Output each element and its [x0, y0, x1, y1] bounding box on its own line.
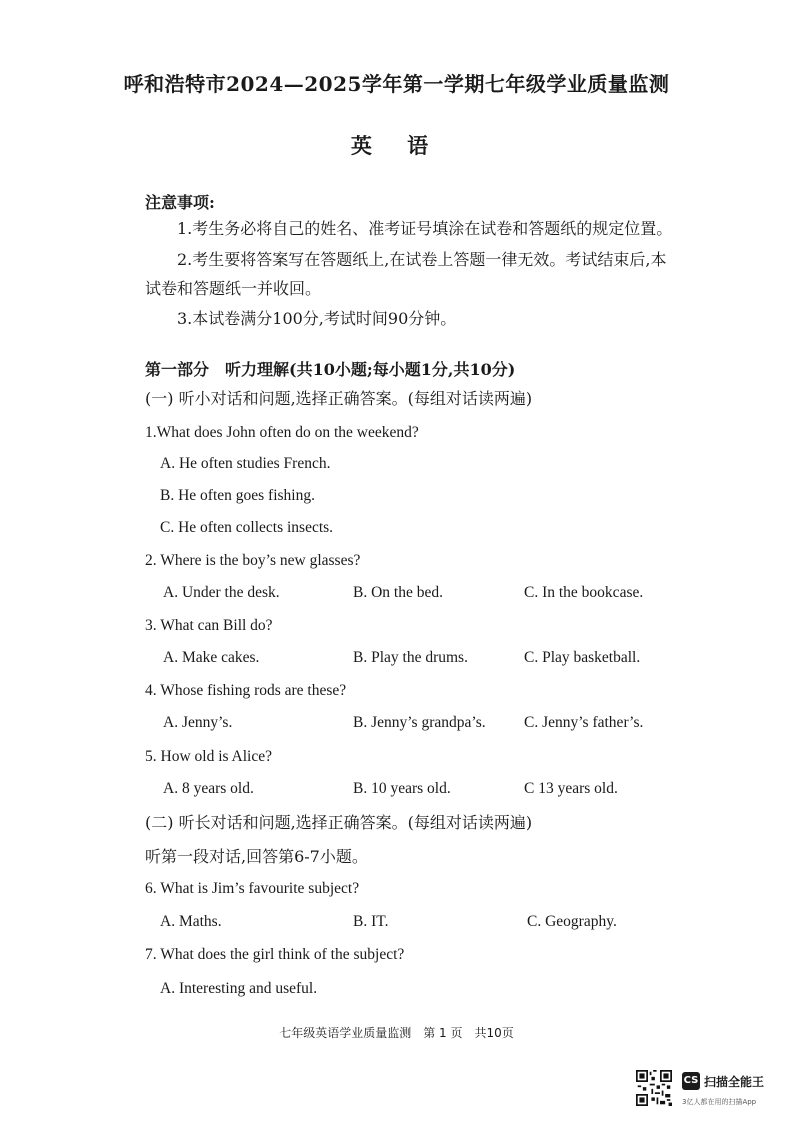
option-b: B. On the bed.	[353, 584, 443, 601]
section2-instruction: (二) 听长对话和问题,选择正确答案。(每组对话读两遍)	[145, 813, 533, 832]
notes-item: 2.考生要将答案写在答题纸上,在试卷上答题一律无效。考试结束后,本	[177, 250, 667, 269]
option-b: B. Jenny’s grandpa’s.	[353, 714, 486, 731]
option-b: B. He often goes fishing.	[160, 487, 315, 504]
option-a: A. Maths.	[160, 913, 222, 930]
question-stem: 7. What does the girl think of the subject?	[145, 946, 405, 963]
notes-item: 1.考生务必将自己的姓名、准考证号填涂在试卷和答题纸的规定位置。	[177, 219, 673, 238]
notes-item: 3.本试卷满分100分,考试时间90分钟。	[177, 309, 457, 328]
page-title: 呼和浩特市2024—2025学年第一学期七年级学业质量监测	[123, 72, 670, 96]
option-c: C 13 years old.	[524, 780, 618, 797]
camscanner-name: 扫描全能王	[704, 1075, 765, 1089]
question-stem: 5. How old is Alice?	[145, 748, 272, 765]
option-a: A. Make cakes.	[163, 649, 260, 666]
option-a: A. Under the desk.	[163, 584, 280, 601]
qr-code-icon	[636, 1070, 672, 1106]
section1-instruction: (一) 听小对话和问题,选择正确答案。(每组对话读两遍)	[145, 389, 533, 408]
camscanner-logo-icon: CS	[682, 1072, 700, 1090]
option-a: A. Jenny’s.	[163, 714, 233, 731]
page-footer: 七年级英语学业质量监测 第 1 页 共10页	[279, 1026, 514, 1040]
notes-heading: 注意事项:	[145, 193, 215, 212]
subject-title: 英 语	[350, 133, 443, 158]
question-stem: 2. Where is the boy’s new glasses?	[145, 552, 361, 569]
option-b: B. Play the drums.	[353, 649, 468, 666]
option-c: C. He often collects insects.	[160, 519, 334, 536]
option-c: C. In the bookcase.	[524, 584, 644, 601]
option-c: C. Jenny’s father’s.	[524, 714, 644, 731]
option-a: A. 8 years old.	[163, 780, 254, 797]
camscanner-tagline: 3亿人都在用的扫描App	[682, 1098, 757, 1106]
notes-item: 试卷和答题纸一并收回。	[145, 279, 322, 298]
option-b: B. 10 years old.	[353, 780, 451, 797]
option-b: B. IT.	[353, 913, 389, 930]
option-a: A. He often studies French.	[160, 455, 331, 472]
option-c: C. Geography.	[527, 913, 617, 930]
part1-heading: 第一部分 听力理解(共10小题;每小题1分,共10分)	[145, 360, 516, 379]
question-stem: 3. What can Bill do?	[145, 617, 273, 634]
option-c: C. Play basketball.	[524, 649, 641, 666]
question-stem: 4. Whose fishing rods are these?	[145, 682, 347, 699]
option-a: A. Interesting and useful.	[160, 980, 318, 997]
section2-subinstruction: 听第一段对话,回答第6-7小题。	[145, 847, 368, 866]
question-stem: 1.What does John often do on the weekend?	[145, 424, 419, 441]
question-stem: 6. What is Jim’s favourite subject?	[145, 880, 360, 897]
